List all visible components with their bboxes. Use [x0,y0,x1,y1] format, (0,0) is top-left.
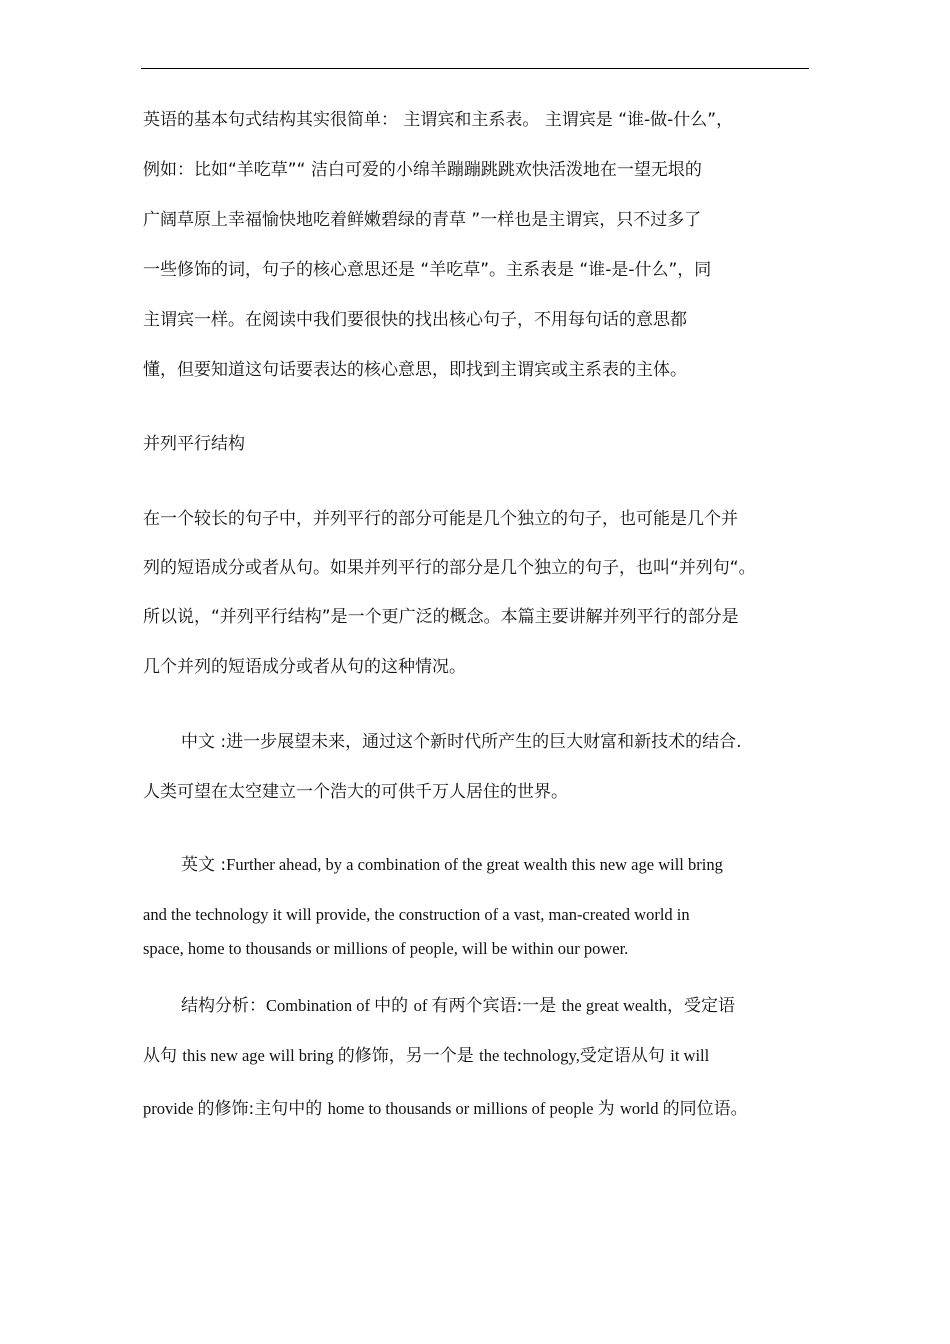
chinese-translation-line: 人类可望在太空建立一个浩大的可供千万人居住的世界。 [143,782,568,802]
paragraph-line: 列的短语成分或者从句。如果并列平行的部分是几个独立的句子，也叫“并列句“。 [143,558,756,578]
paragraph-line: 英语的基本句式结构其实很简单： 主谓宾和主系表。 主谓宾是 “谁-做-什么”， [143,110,734,130]
analysis-line: provide 的修饰:主句中的 home to thousands or millions of people 为 world 的同位语。 [143,1099,748,1119]
paragraph-line: 几个并列的短语成分或者从句的这种情况。 [143,657,466,677]
paragraph-line: 懂，但要知道这句话要表达的核心意思，即找到主谓宾或主系表的主体。 [143,360,687,380]
paragraph-line: 主谓宾一样。在阅读中我们要很快的找出核心句子，不用每句话的意思都 [143,310,687,330]
english-sentence-line: space, home to thousands or millions of people, will be within our power. [143,939,629,958]
english-sentence-line [181,853,723,877]
analysis-line: 从句 this new age will bring 的修饰，另一个是 the technology,受定语从句 it will [143,1046,710,1066]
english-sentence-line: and the technology it will provide, the construction of a vast, man-created world in [143,905,690,924]
section-heading: 并列平行结构 [143,434,245,454]
paragraph-line: 例如：比如“羊吃草”“ 洁白可爱的小绵羊蹦蹦跳跳欢快活泼地在一望无垠的 [143,160,702,180]
paragraph-line: 所以说，“并列平行结构”是一个更广泛的概念。本篇主要讲解并列平行的部分是 [143,607,739,627]
chinese-translation-line: 中文 :进一步展望未来，通过这个新时代所产生的巨大财富和新技术的结合. [181,732,742,752]
paragraph-line: 广阔草原上幸福愉快地吃着鲜嫩碧绿的青草 ”一样也是主谓宾，只不过多了 [143,210,702,230]
english-text: Further ahead, by a combination of the great wealth this new age will bring [226,855,723,874]
english-label: 英文 : [181,855,227,875]
paragraph-line: 一些修饰的词，句子的核心意思还是 “羊吃草”。主系表是 “谁-是-什么”，同 [143,260,712,280]
analysis-line: 结构分析：Combination of 中的 of 有两个宾语:一是 the great wealth，受定语 [181,996,735,1016]
header-rule [141,68,809,69]
paragraph-line: 在一个较长的句子中，并列平行的部分可能是几个独立的句子，也可能是几个并 [143,509,738,529]
